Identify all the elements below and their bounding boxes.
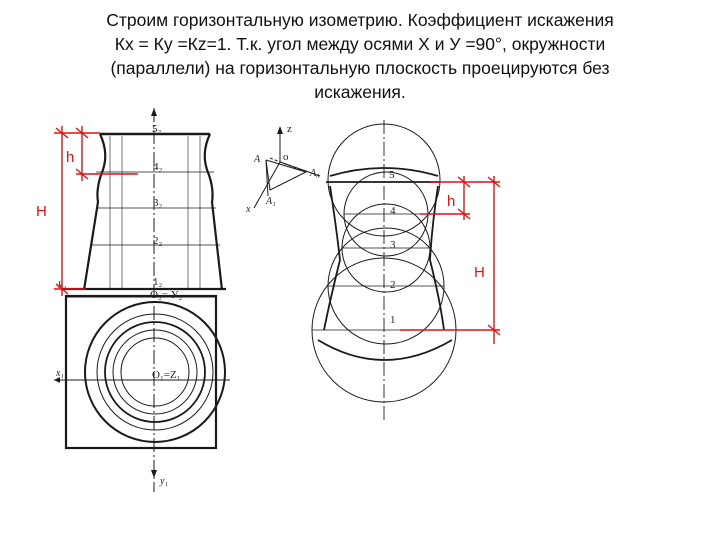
iso-label-1: 1: [390, 314, 396, 326]
axes-labels: [245, 123, 320, 215]
cone-left-side: [84, 202, 98, 290]
caption-line-3: (параллели) на горизонтальную плоскость проецируются без: [110, 58, 610, 78]
caption-line-1: Строим горизонтальную изометрию. Коэффициент искажения: [106, 10, 614, 30]
iso-labels: [389, 169, 396, 326]
iso-label-4: 4: [390, 205, 396, 217]
axis-label-a0: A₀: [310, 168, 320, 179]
cone-right-side: [212, 202, 222, 290]
axis-label-a1: A₁: [266, 196, 276, 207]
right-small-dim-label: h: [447, 193, 456, 210]
label-n4: 4₂: [153, 161, 163, 173]
front-view: [54, 108, 230, 492]
y1-arrow: [151, 470, 157, 478]
left-big-dim-label: H: [36, 203, 47, 220]
label-n1: 1₂: [153, 276, 163, 288]
right-big-dim-label: H: [474, 264, 485, 281]
axis-label-o: o: [283, 151, 289, 163]
label-s2: 5₂: [152, 123, 162, 135]
label-o2: O₂= У₂: [150, 289, 183, 301]
label-n3: 3₂: [153, 197, 163, 209]
top-arrow: [151, 108, 157, 116]
plan-box: [66, 296, 216, 448]
neck-left-curve: [97, 134, 105, 202]
label-x1: x₁: [56, 368, 64, 379]
iso-label-3: 3: [390, 239, 396, 251]
axis-label-a: A: [254, 154, 261, 165]
axes-sketch: [254, 126, 320, 208]
neck-right-curve: [205, 134, 213, 202]
axis-label-z: z: [287, 123, 292, 135]
left-small-dim-label: h: [66, 149, 75, 166]
axis-label-x: x: [246, 204, 251, 215]
iso-label-5: 5: [389, 169, 395, 181]
axis-z-arrow: [277, 126, 283, 134]
label-n2: 2₂: [153, 235, 163, 247]
label-o1: O₁=Z₁: [152, 369, 181, 381]
caption-line-4: искажения.: [314, 82, 406, 102]
iso-label-2: 2: [390, 279, 396, 291]
label-k2: k₂: [58, 280, 66, 291]
label-y1: y₁: [160, 476, 168, 487]
caption-line-2: Кх = Ку =Кz=1. Т.к. угол между осями Х и У =90°, окружности: [114, 34, 606, 54]
isometric-view: [312, 120, 456, 420]
iso-bottom-arc: [318, 340, 452, 360]
